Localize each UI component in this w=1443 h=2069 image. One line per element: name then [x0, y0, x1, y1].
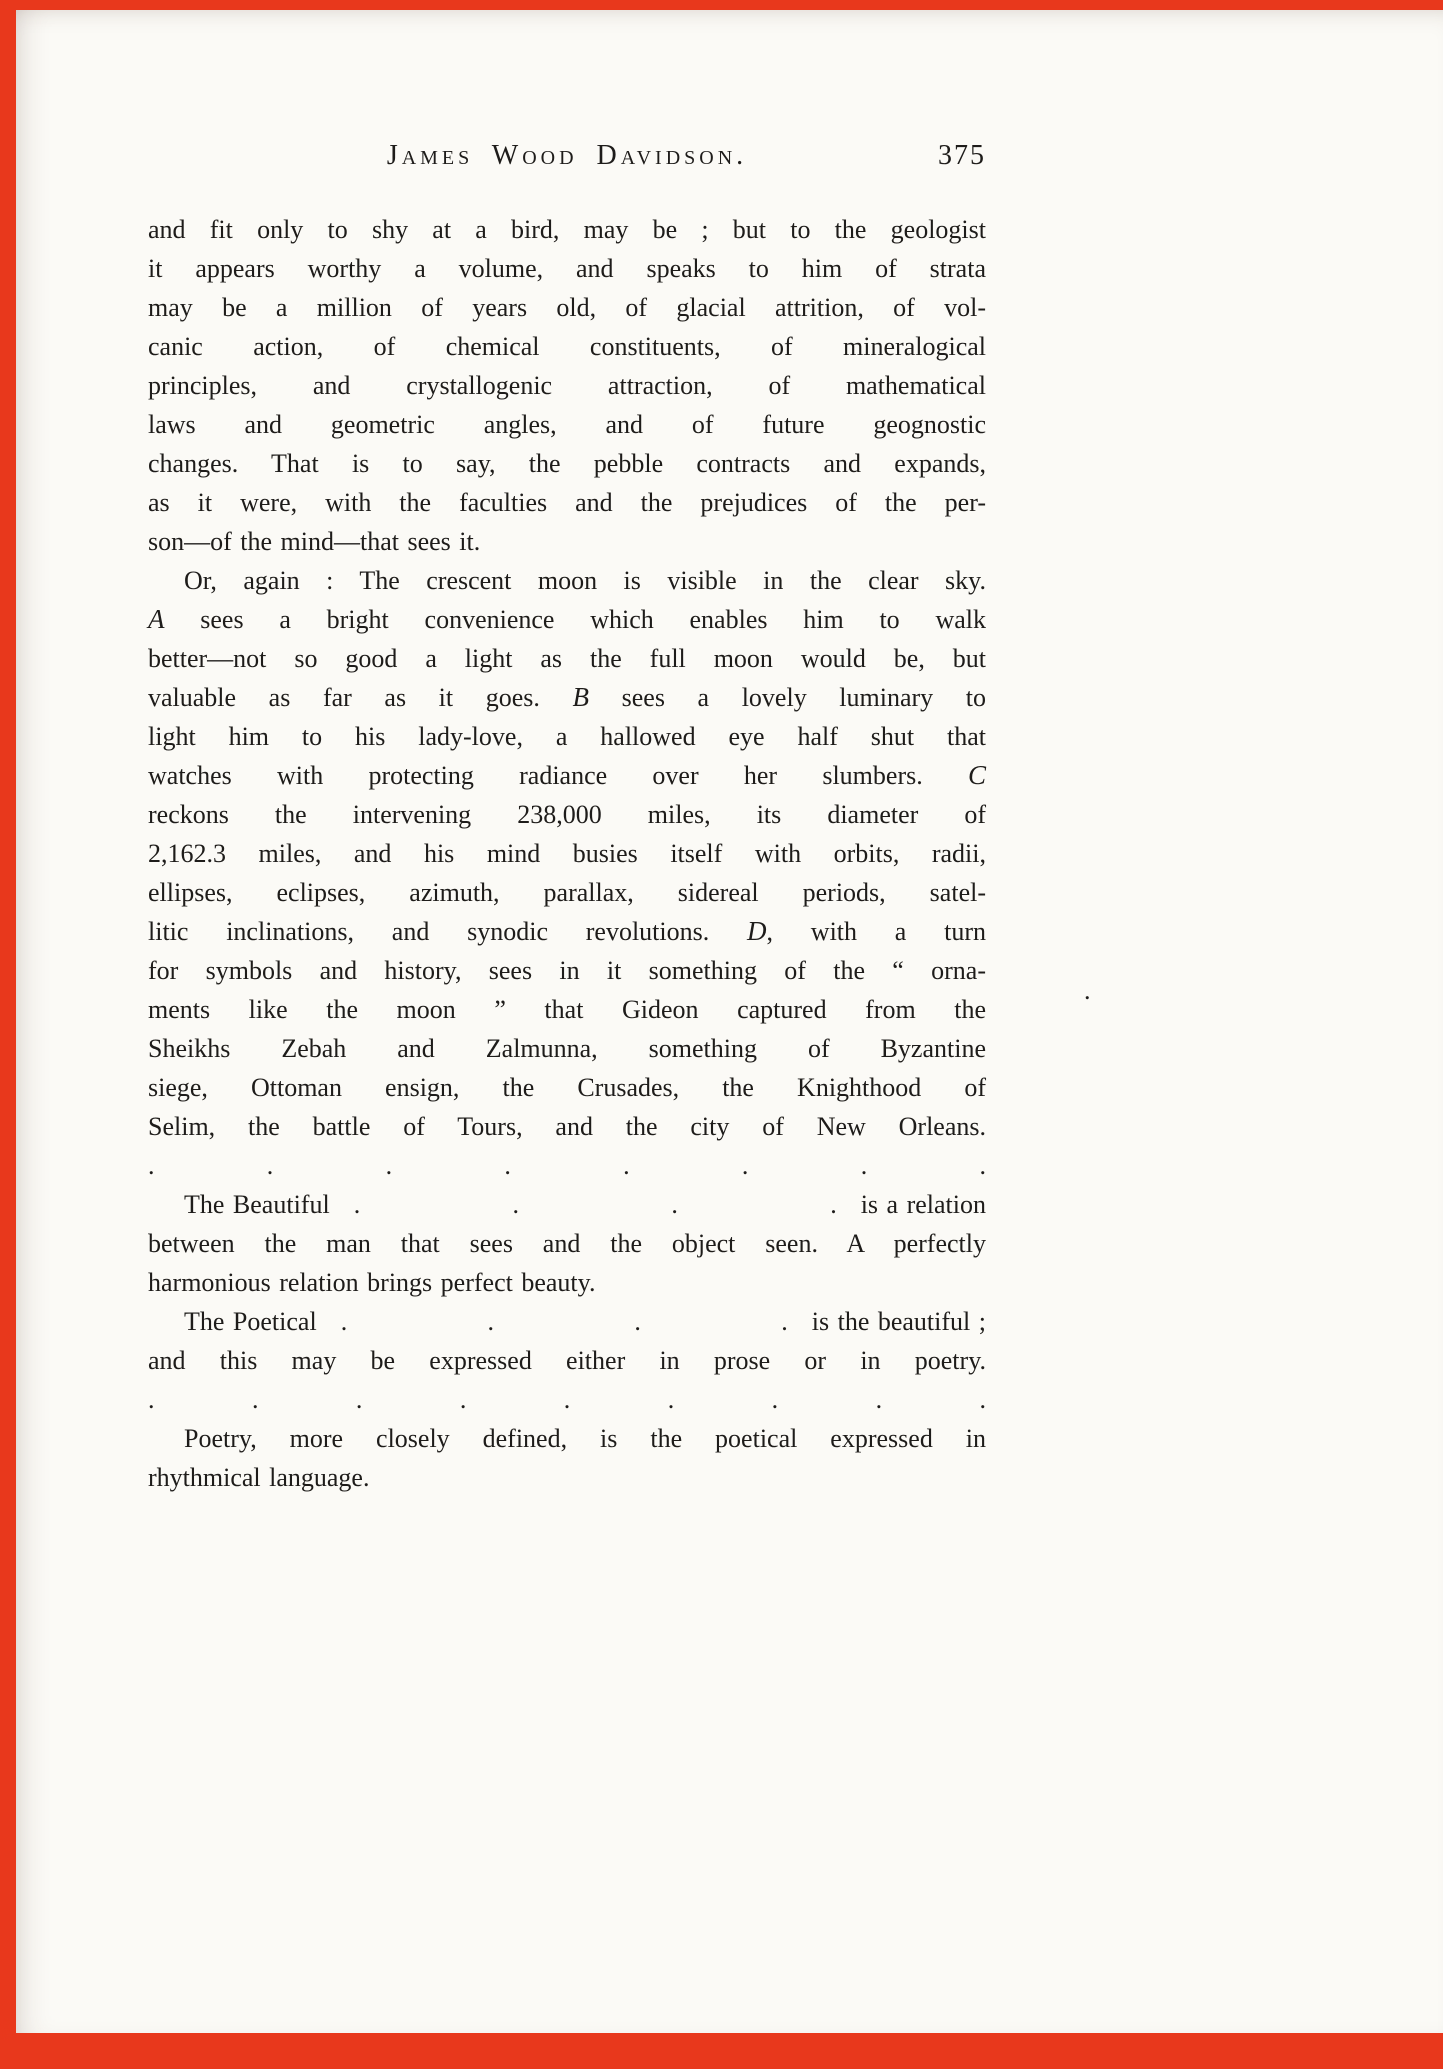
leader-dots: . . . .: [340, 1307, 788, 1336]
text-line: laws and geometric angles, and of future geognostic: [148, 410, 986, 439]
leader-left-text: The Poetical: [184, 1307, 317, 1336]
text-line: changes. That is to say, the pebble contracts and expands,: [148, 449, 986, 478]
text-line: Sheikhs Zebah and Zalmunna, something of Byzantine: [148, 1034, 986, 1063]
leader-dots: . . . .: [353, 1190, 837, 1219]
text-line: Selim, the battle of Tours, and the city of New Orleans.: [148, 1112, 986, 1141]
text-line: son—of the mind—that sees it.: [148, 527, 481, 556]
leader-left-text: The Beautiful: [184, 1190, 330, 1219]
text-line: 2,162.3 miles, and his mind busies itself with orbits, radii,: [148, 839, 986, 868]
book-page: [16, 10, 1443, 2033]
text-line: reckons the intervening 238,000 miles, its diameter of: [148, 800, 986, 829]
text-line: rhythmical language.: [148, 1463, 370, 1492]
text-line-with-leader-dots: [148, 1302, 986, 1341]
text-line: Or, again : The crescent moon is visible in the clear sky.: [184, 566, 986, 595]
leader-right-text: is the beautiful ;: [811, 1307, 986, 1336]
text-line: light him to his lady-love, a hallowed eye half shut that: [148, 722, 986, 751]
text-line: watches with protecting radiance over her slumbers. C: [148, 760, 986, 790]
text-line: litic inclinations, and synodic revolutions. D, with a turn: [148, 916, 986, 946]
text-line: canic action, of chemical constituents, of mineralogical: [148, 332, 986, 361]
text-line: harmonious relation brings perfect beauty.: [148, 1268, 596, 1297]
text-line: ellipses, eclipses, azimuth, parallax, sidereal periods, satel-: [148, 878, 986, 907]
text-line-with-leader-dots: [148, 1185, 986, 1224]
text-line: A sees a bright convenience which enables him to walk: [148, 604, 986, 634]
text-line: principles, and crystallogenic attraction, of mathematical: [148, 371, 986, 400]
page-number: 375: [938, 140, 986, 171]
text-line: it appears worthy a volume, and speaks to him of strata: [148, 254, 986, 283]
text-line: and this may be expressed either in prose or in poetry.: [148, 1346, 986, 1375]
text-line: ments like the moon ” that Gideon captured from the: [148, 995, 986, 1024]
text-block: [148, 140, 986, 1497]
running-header: [148, 140, 986, 184]
leader-right-text: is a relation: [860, 1190, 986, 1219]
text-line: for symbols and history, sees in it something of the “ orna-: [148, 956, 986, 985]
page-body: [148, 210, 986, 1497]
ellipsis-row: . . . . . . . .: [148, 1151, 986, 1180]
text-line: between the man that sees and the object seen. A perfectly: [148, 1229, 986, 1258]
text-line: siege, Ottoman ensign, the Crusades, the Knighthood of: [148, 1073, 986, 1102]
text-line: and fit only to shy at a bird, may be ; but to the geologist: [148, 215, 986, 244]
text-line: as it were, with the faculties and the prejudices of the per-: [148, 488, 986, 517]
ellipsis-row: . . . . . . . . .: [148, 1385, 986, 1414]
text-line: valuable as far as it goes. B sees a lovely luminary to: [148, 682, 986, 712]
text-line: Poetry, more closely defined, is the poetical expressed in: [184, 1424, 986, 1453]
text-line: may be a million of years old, of glacial attrition, of vol-: [148, 293, 986, 322]
header-title: James Wood Davidson.: [386, 140, 748, 171]
stray-ink-mark: .: [1084, 976, 1091, 1005]
text-line: better—not so good a light as the full moon would be, but: [148, 644, 986, 673]
